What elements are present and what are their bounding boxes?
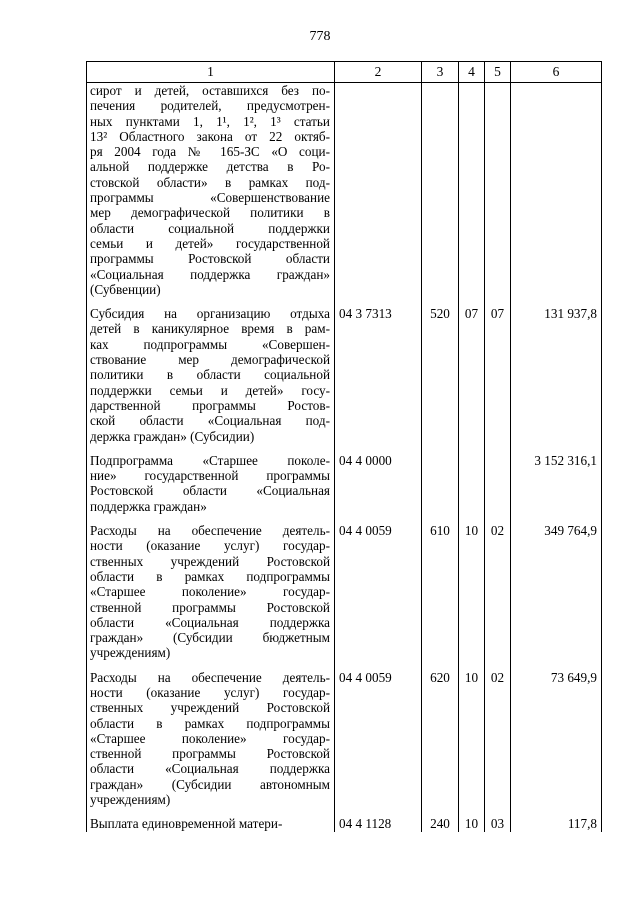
amount: [511, 83, 602, 298]
spacer-cell: [335, 297, 422, 306]
budget-table: [86, 61, 602, 832]
description-line: поддержки семьи и детей» госу-: [90, 382, 330, 398]
description-line: ности (оказание услуг) государ-: [90, 684, 330, 700]
amount: 3 152 316,1: [511, 453, 602, 514]
subsection-code: 07: [485, 306, 511, 444]
row-description: [87, 306, 335, 444]
description-line: дарственной программы Ростов-: [90, 397, 330, 413]
description-line: области социальной поддержки: [90, 220, 330, 236]
description-line: области «Социальная поддержка: [90, 614, 330, 630]
description-line: ных пунктами 1, 1¹, 1², 1³ статьи: [90, 113, 330, 129]
column-header-2: 2: [335, 62, 422, 83]
expense-type-code: [422, 453, 459, 514]
spacer-cell: [459, 514, 485, 523]
description-line: альной поддержке детства в Ро-: [90, 159, 330, 175]
description-line: 13² Областного закона от 22 октяб-: [90, 128, 330, 144]
expense-type-code: 610: [422, 523, 459, 661]
spacer-cell: [511, 297, 602, 306]
table-row: [87, 816, 602, 831]
row-spacer: [87, 297, 602, 306]
table-row: [87, 523, 602, 661]
spacer-cell: [485, 661, 511, 670]
expense-type-code: 620: [422, 670, 459, 808]
description-line: ря 2004 года № 165-ЗС «О соци-: [90, 144, 330, 160]
page-number: 778: [309, 29, 331, 44]
table-row: [87, 453, 602, 514]
target-article-code: 04 4 0000: [335, 453, 422, 514]
spacer-cell: [511, 661, 602, 670]
expense-type-code: 520: [422, 306, 459, 444]
spacer-cell: [485, 807, 511, 816]
description-line: учреждениям): [90, 645, 171, 661]
expense-type-code: [422, 83, 459, 298]
description-line: ственной программы Ростовской: [90, 599, 330, 615]
spacer-cell: [511, 807, 602, 816]
subsection-code: 03: [485, 816, 511, 831]
row-spacer: [87, 444, 602, 453]
description-line: области «Социальная поддержка: [90, 761, 330, 777]
row-spacer: [87, 514, 602, 523]
description-line: ской области «Социальная под-: [90, 413, 330, 429]
target-article-code: 04 4 0059: [335, 670, 422, 808]
description-line: детей в каникулярное время в рам-: [90, 321, 330, 337]
description-line: мер демографической политики в: [90, 205, 330, 221]
description-line: печения родителей, предусмотрен-: [90, 98, 330, 114]
description-line: держка граждан» (Субсидии): [90, 428, 255, 444]
description-line: «Старшее поколение» государ-: [90, 730, 330, 746]
description-line: ственной программы Ростовской: [90, 746, 330, 762]
description-line: Субсидия на организацию отдыха: [90, 306, 330, 322]
target-article-code: 04 4 0059: [335, 523, 422, 661]
spacer-cell: [511, 444, 602, 453]
row-spacer: [87, 661, 602, 670]
spacer-cell: [485, 444, 511, 453]
description-line: ках подпрограммы «Совершен-: [90, 336, 330, 352]
table-header-row: [87, 62, 602, 83]
spacer-cell: [335, 514, 422, 523]
spacer-cell: [459, 444, 485, 453]
table-row: [87, 670, 602, 808]
spacer-cell: [422, 514, 459, 523]
amount: 131 937,8: [511, 306, 602, 444]
description-line: ственных учреждений Ростовской: [90, 700, 330, 716]
amount: 73 649,9: [511, 670, 602, 808]
description-line: Расходы на обеспечение деятель-: [90, 669, 330, 685]
column-header-5: 5: [485, 62, 511, 83]
description-line: «Социальная поддержка граждан»: [90, 266, 330, 282]
spacer-cell: [422, 661, 459, 670]
description-line: Ростовской области «Социальная: [90, 483, 330, 499]
amount: 349 764,9: [511, 523, 602, 661]
section-code: 07: [459, 306, 485, 444]
section-code: [459, 453, 485, 514]
subsection-code: 02: [485, 523, 511, 661]
description-line: (Субвенции): [90, 281, 161, 297]
description-line: граждан» (Субсидии бюджетным: [90, 630, 330, 646]
row-description: [87, 523, 335, 661]
description-line: ственных учреждений Ростовской: [90, 553, 330, 569]
description-line: Подпрограмма «Старшее поколе-: [90, 452, 330, 468]
column-header-4: 4: [459, 62, 485, 83]
column-header-3: 3: [422, 62, 459, 83]
description-line: сирот и детей, оставшихся без по-: [90, 83, 330, 98]
description-line: граждан» (Субсидии автономным: [90, 776, 330, 792]
spacer-cell: [87, 297, 335, 306]
spacer-cell: [459, 297, 485, 306]
table-body: [87, 83, 602, 832]
column-header-6: 6: [511, 62, 602, 83]
spacer-cell: [87, 444, 335, 453]
spacer-cell: [485, 514, 511, 523]
target-article-code: 04 4 1128: [335, 816, 422, 831]
spacer-cell: [422, 444, 459, 453]
description-line: поддержка граждан»: [90, 498, 207, 514]
spacer-cell: [87, 514, 335, 523]
spacer-cell: [485, 297, 511, 306]
description-line: программы «Совершенствование: [90, 190, 330, 206]
amount: 117,8: [511, 816, 602, 831]
row-spacer: [87, 807, 602, 816]
row-description: [87, 83, 335, 298]
spacer-cell: [459, 807, 485, 816]
description-line: ности (оказание услуг) государ-: [90, 538, 330, 554]
description-line: «Старшее поколение» государ-: [90, 584, 330, 600]
table-row: [87, 83, 602, 298]
spacer-cell: [459, 661, 485, 670]
description-line: семьи и детей» государственной: [90, 235, 330, 251]
spacer-cell: [87, 807, 335, 816]
column-header-1: 1: [87, 62, 335, 83]
row-description: [87, 453, 335, 514]
section-code: [459, 83, 485, 298]
spacer-cell: [335, 444, 422, 453]
subsection-code: [485, 83, 511, 298]
section-code: 10: [459, 670, 485, 808]
spacer-cell: [511, 514, 602, 523]
description-line: ние» государственной программы: [90, 468, 330, 484]
spacer-cell: [87, 661, 335, 670]
table-row: [87, 306, 602, 444]
description-line: программы Ростовской области: [90, 251, 330, 267]
subsection-code: 02: [485, 670, 511, 808]
row-description: [87, 816, 335, 831]
target-article-code: 04 3 7313: [335, 306, 422, 444]
spacer-cell: [422, 297, 459, 306]
spacer-cell: [335, 661, 422, 670]
description-line: стовской области» в рамках под-: [90, 174, 330, 190]
section-code: 10: [459, 816, 485, 831]
expense-type-code: 240: [422, 816, 459, 831]
description-line: ствование мер демографической: [90, 352, 330, 368]
spacer-cell: [335, 807, 422, 816]
target-article-code: [335, 83, 422, 298]
section-code: 10: [459, 523, 485, 661]
description-line: области в рамках подпрограммы: [90, 568, 330, 584]
description-line: политики в области социальной: [90, 367, 330, 383]
description-line: области в рамках подпрограммы: [90, 715, 330, 731]
row-description: [87, 670, 335, 808]
spacer-cell: [422, 807, 459, 816]
subsection-code: [485, 453, 511, 514]
description-line: учреждениям): [90, 792, 171, 808]
description-line: Расходы на обеспечение деятель-: [90, 523, 330, 539]
description-line: Выплата единовременной матери-: [90, 816, 283, 832]
